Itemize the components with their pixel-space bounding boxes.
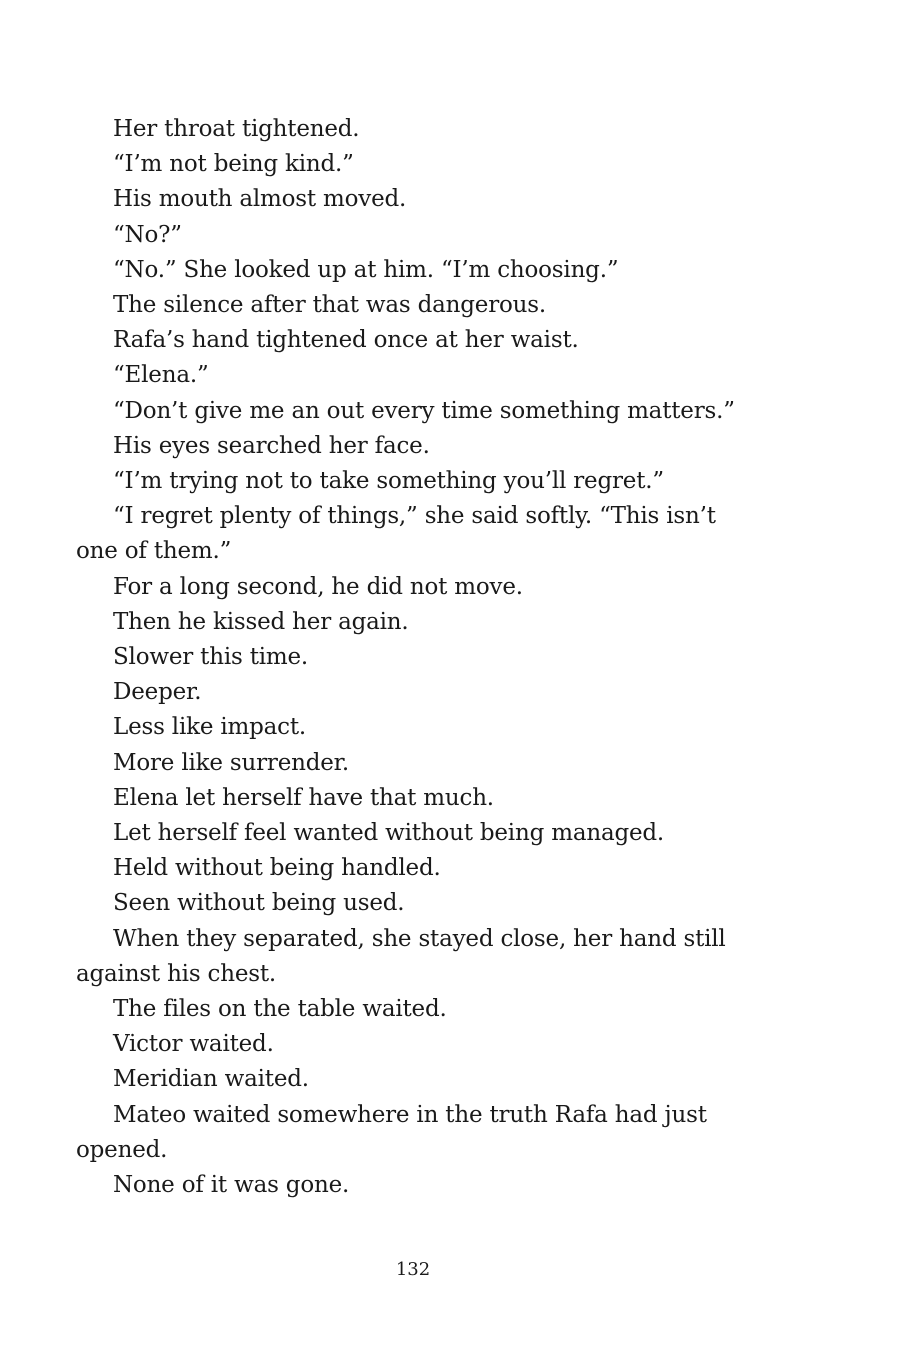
- paragraph: Elena let herself have that much.: [113, 784, 494, 811]
- paragraph: None of it was gone.: [113, 1172, 350, 1199]
- paragraph: Her throat tightened.: [113, 116, 360, 142]
- paragraph: “I’m not being kind.”: [113, 151, 354, 178]
- paragraph: “No?”: [113, 221, 182, 248]
- paragraph: Let herself feel wanted without being managed.: [113, 820, 665, 847]
- paragraph: Slower this time.: [113, 644, 309, 671]
- paragraph: The files on the table waited.: [113, 996, 447, 1023]
- paragraph: “Don’t give me an out every time something matters.”: [113, 397, 735, 424]
- paragraph: “I’m trying not to take something you’ll regret.”: [113, 468, 664, 495]
- paragraph: Rafa’s hand tightened once at her waist.: [113, 327, 579, 354]
- paragraph: His mouth almost moved.: [113, 186, 407, 213]
- paragraph: “Elena.”: [113, 362, 209, 389]
- page-body: [76, 112, 756, 1203]
- paragraph: His eyes searched her face.: [113, 432, 430, 459]
- paragraph: Held without being handled.: [113, 855, 441, 882]
- page-number: 132: [395, 1259, 431, 1280]
- paragraph: Meridian waited.: [113, 1066, 309, 1093]
- paragraph: More like surrender.: [113, 749, 350, 776]
- paragraph: Less like impact.: [113, 714, 307, 741]
- paragraph: Seen without being used.: [113, 890, 405, 917]
- paragraph: “I regret plenty of things,” she said softly. “This isn’t one of them.”: [76, 503, 716, 565]
- paragraph: “No.” She looked up at him. “I’m choosing.”: [113, 256, 619, 283]
- paragraph: The silence after that was dangerous.: [113, 292, 546, 319]
- paragraph: Victor waited.: [113, 1031, 274, 1058]
- paragraph: When they separated, she stayed close, her hand still against his chest.: [76, 925, 726, 987]
- paragraph: Then he kissed her again.: [113, 608, 409, 635]
- paragraph: Mateo waited somewhere in the truth Rafa had just opened.: [76, 1101, 707, 1163]
- paragraph: Deeper.: [113, 679, 202, 706]
- paragraph: For a long second, he did not move.: [113, 573, 523, 600]
